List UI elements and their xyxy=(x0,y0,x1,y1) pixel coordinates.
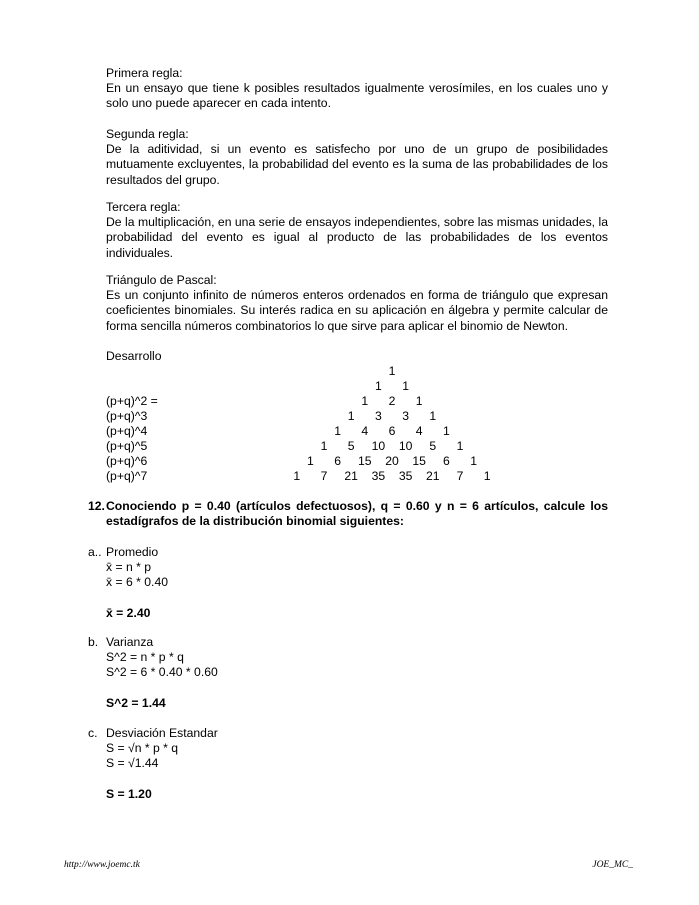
problem-number: 12. xyxy=(88,499,105,513)
pascal-number: 7 xyxy=(456,469,464,483)
rule-title: Tercera regla: xyxy=(106,200,181,214)
expansion-label: (p+q)^5 xyxy=(106,439,148,453)
rule-text: De la aditividad, si un evento es satisfecho por uno de un grupo de posibilidades mutuamente excluyentes, la probabilidad del evento es la suma de las probabilidades de los resultados del grupo. xyxy=(106,142,608,187)
pascal-number: 6 xyxy=(388,424,396,438)
pascal-number: 15 xyxy=(412,454,426,468)
rule-text: De la multiplicación, en una serie de ensayos independientes, sobre las mismas unidades, la probabilidad del evento es igual al producto de las probabilidades de los eventos individuales. xyxy=(106,215,608,260)
part-marker: c. xyxy=(88,726,98,740)
part-title: Promedio xyxy=(106,545,159,559)
formula-line: S = √n * p * q xyxy=(106,741,179,756)
pascal-number: 3 xyxy=(375,409,382,423)
part-result: x̄ = 2.40 xyxy=(106,605,151,620)
part-promedio xyxy=(106,545,608,621)
rule-title: Segunda regla: xyxy=(106,127,189,141)
expansion-label: (p+q)^2 = xyxy=(106,394,158,408)
pascal-number: 1 xyxy=(456,439,464,453)
pascal-number: 5 xyxy=(347,439,355,453)
part-result: S = 1.20 xyxy=(106,786,152,801)
pascal-number: 4 xyxy=(361,424,369,438)
rule-text: Es un conjunto infinito de números enteros ordenados en forma de triángulo que expresan coeficientes binomiales. Su interés radica en su aplicación en álgebra y permite calcular de forma sencilla números combinatorios lo que sirve para aplicar el binomio de Newton. xyxy=(106,288,608,333)
rule-primera xyxy=(106,66,608,112)
formula-line: S^2 = 6 * 0.40 * 0.60 xyxy=(106,665,218,680)
pascal-number: 6 xyxy=(334,454,341,468)
pascal-number: 1 xyxy=(470,454,477,468)
formula-line: x̄ = 6 * 0.40 xyxy=(106,575,168,590)
rule-text: En un ensayo que tiene k posibles resultados igualmente verosímiles, en los cuales uno y solo uno puede aparecer en cada intento. xyxy=(106,81,608,111)
pascal-number: 1 xyxy=(375,379,382,393)
pascal-number: 1 xyxy=(307,454,314,468)
expansion-label: (p+q)^4 xyxy=(106,424,148,438)
part-varianza xyxy=(106,635,608,711)
pascal-number: 1 xyxy=(429,409,437,423)
part-desviacion xyxy=(106,726,608,802)
part-title: Desviación Estandar xyxy=(106,726,218,740)
pascal-number: 10 xyxy=(371,439,386,453)
pascal-number: 1 xyxy=(483,469,491,483)
pascal-number: 3 xyxy=(402,409,409,423)
pascal-number: 21 xyxy=(426,469,440,483)
pascal-number: 1 xyxy=(402,379,409,393)
pascal-number: 1 xyxy=(320,439,328,453)
expansion-label: (p+q)^3 xyxy=(106,409,148,423)
pascal-number: 35 xyxy=(398,469,413,483)
footer-author: JOE_MC_ xyxy=(592,860,633,870)
pascal-number: 5 xyxy=(429,439,437,453)
problem-statement: Conociendo p = 0.40 (artículos defectuosos), q = 0.60 y n = 6 artículos, calcule los estadígrafos de la distribución binomial siguientes: xyxy=(106,499,608,529)
pascal-number: 35 xyxy=(371,469,386,483)
expansion-label: (p+q)^6 xyxy=(106,454,148,468)
pascal-number: 2 xyxy=(388,394,396,408)
pascal-number: 21 xyxy=(344,469,358,483)
pascal-number: 1 xyxy=(443,424,450,438)
formula-line: x̄ = n * p xyxy=(106,560,152,575)
pascal-number: 4 xyxy=(415,424,423,438)
part-result: S^2 = 1.44 xyxy=(106,695,166,710)
pascal-number: 1 xyxy=(388,364,396,378)
part-marker: a.. xyxy=(88,545,102,559)
rule-title: Primera regla: xyxy=(106,66,183,80)
expansion-label: (p+q)^7 xyxy=(106,469,148,483)
pascal-number: 10 xyxy=(398,439,413,453)
pascal-number: 1 xyxy=(347,409,355,423)
formula-line: S^2 = n * p * q xyxy=(106,650,184,665)
rule-tercera xyxy=(106,200,608,261)
pascal-number: 1 xyxy=(334,424,341,438)
rule-segunda xyxy=(106,127,608,188)
pascal-number: 20 xyxy=(385,454,399,468)
pascal-number: 1 xyxy=(415,394,423,408)
pascal-number: 1 xyxy=(361,394,369,408)
rule-pascal xyxy=(106,273,608,334)
part-marker: b. xyxy=(88,635,99,649)
pascal-number: 15 xyxy=(358,454,372,468)
formula-line: S = √1.44 xyxy=(106,756,159,771)
rule-title: Triángulo de Pascal: xyxy=(106,273,217,287)
pascal-number: 1 xyxy=(293,469,301,483)
desarrollo-title: Desarrollo xyxy=(106,349,162,363)
part-title: Varianza xyxy=(106,635,154,649)
pascal-number: 6 xyxy=(443,454,450,468)
footer-url: http://www.joemc.tk xyxy=(64,860,140,870)
pascal-number: 7 xyxy=(320,469,328,483)
